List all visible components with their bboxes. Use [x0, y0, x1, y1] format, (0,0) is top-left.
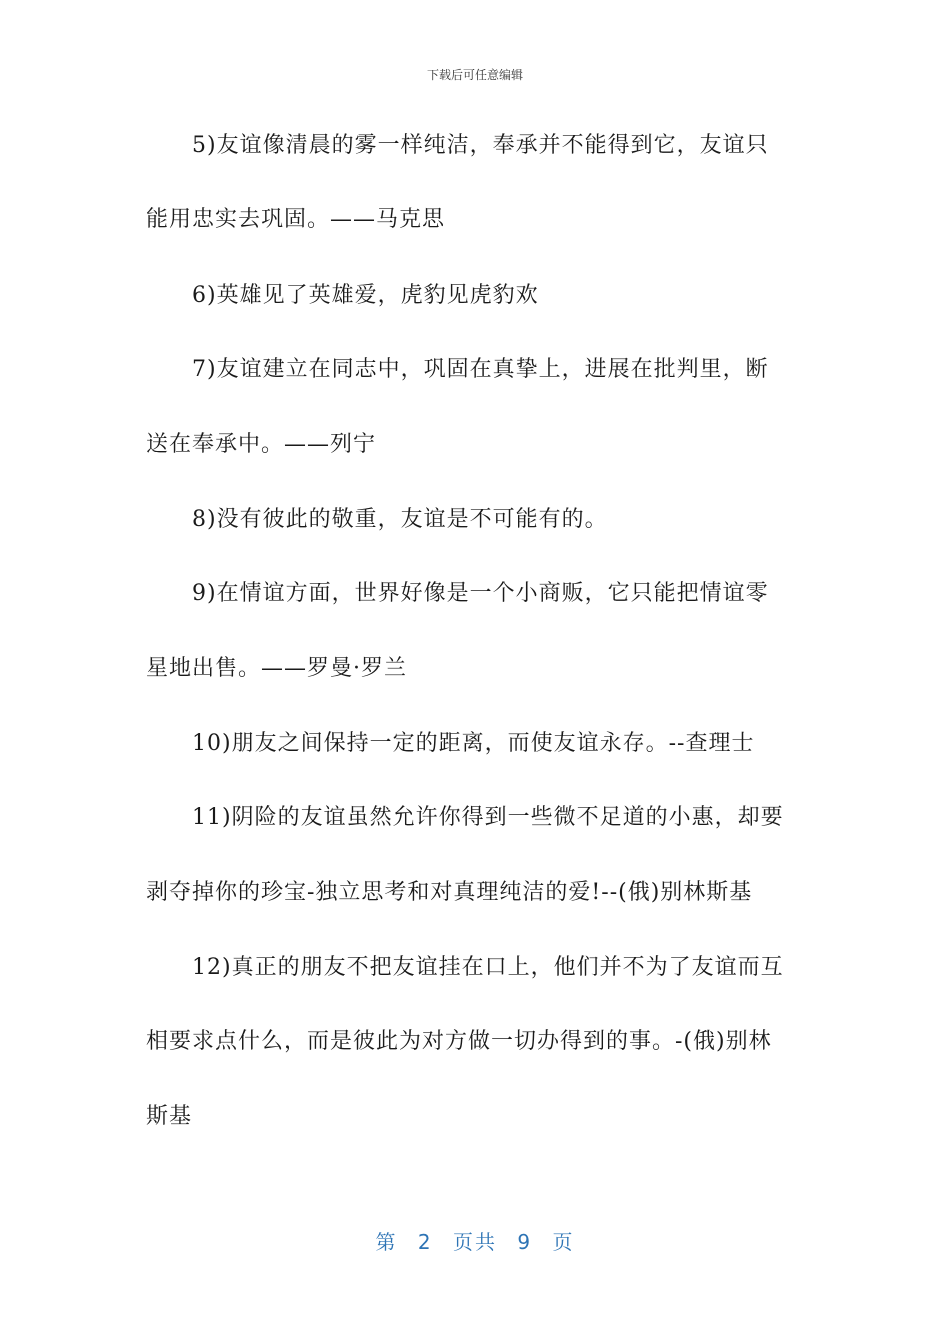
paragraph-line: 10)朋友之间保持一定的距离，而使友谊永存。--查理士	[192, 731, 755, 756]
page-label-suffix: 页	[552, 1230, 575, 1254]
paragraph-line: 9)在情谊方面，世界好像是一个小商贩，它只能把情谊零	[192, 581, 769, 606]
paragraph-line: 剥夺掉你的珍宝-独立思考和对真理纯洁的爱!--(俄)别林斯基	[146, 880, 753, 905]
page-number-footer	[0, 1226, 950, 1255]
paragraph-line: 相要求点什么，而是彼此为对方做一切办得到的事。-(俄)别林	[146, 1029, 772, 1054]
paragraph-line: 星地出售。——罗曼·罗兰	[146, 656, 407, 681]
paragraph-line: 12)真正的朋友不把友谊挂在口上，他们并不为了友谊而互	[192, 955, 784, 980]
page-header: 下载后可任意编辑	[426, 68, 523, 82]
paragraph-line: 能用忠实去巩固。——马克思	[146, 207, 446, 232]
paragraph-line: 11)阴险的友谊虽然允许你得到一些微不足道的小惠，却要	[192, 805, 784, 830]
paragraph-line: 7)友谊建立在同志中，巩固在真挚上，进展在批判里，断	[192, 357, 769, 382]
paragraph-line: 送在奉承中。——列宁	[146, 432, 377, 457]
paragraph-line: 6)英雄见了英雄爱，虎豹见虎豹欢	[192, 283, 539, 308]
paragraph-line: 斯基	[146, 1104, 193, 1129]
paragraph-line: 8)没有彼此的敬重，友谊是不可能有的。	[192, 507, 608, 532]
paragraph-line: 5)友谊像清晨的雾一样纯洁，奉承并不能得到它，友谊只	[192, 133, 769, 158]
page-label-middle: 页共	[453, 1230, 497, 1254]
current-page-number: 2	[417, 1230, 433, 1254]
page-label-prefix: 第	[375, 1230, 398, 1254]
total-page-number: 9	[517, 1230, 533, 1254]
